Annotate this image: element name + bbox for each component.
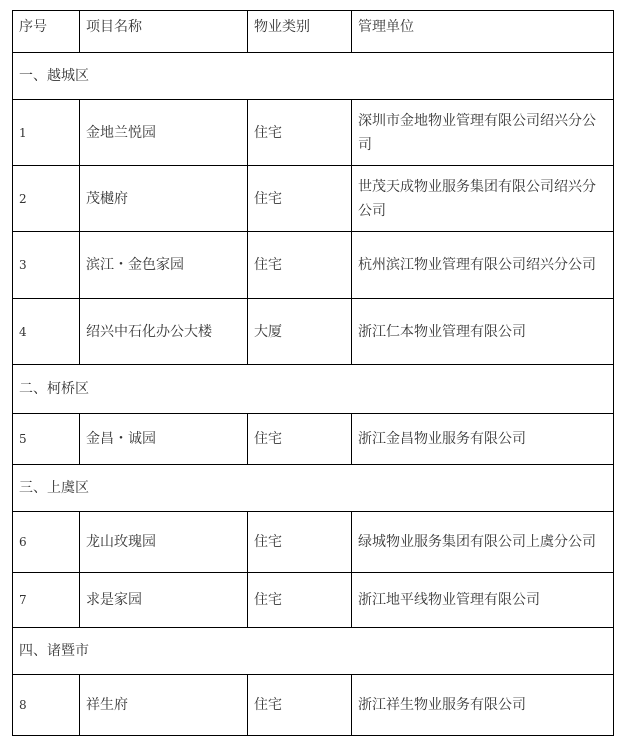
row-name: 求是家园 bbox=[80, 573, 248, 628]
row-unit: 杭州滨江物业管理有限公司绍兴分公司 bbox=[352, 232, 614, 299]
table-row bbox=[13, 512, 614, 573]
table-row bbox=[13, 166, 614, 232]
group-row bbox=[13, 53, 614, 100]
group-row bbox=[13, 465, 614, 512]
row-no: 2 bbox=[13, 166, 80, 232]
row-type: 住宅 bbox=[248, 414, 352, 465]
property-table bbox=[12, 10, 614, 736]
row-type: 住宅 bbox=[248, 512, 352, 573]
row-no: 5 bbox=[13, 414, 80, 465]
group-title: 四、诸暨市 bbox=[13, 628, 614, 675]
row-unit: 浙江祥生物业服务有限公司 bbox=[352, 675, 614, 736]
header-type: 物业类别 bbox=[248, 11, 352, 53]
row-no: 8 bbox=[13, 675, 80, 736]
row-name: 祥生府 bbox=[80, 675, 248, 736]
row-name: 绍兴中石化办公大楼 bbox=[80, 299, 248, 365]
row-no: 7 bbox=[13, 573, 80, 628]
row-name: 金昌・诚园 bbox=[80, 414, 248, 465]
header-row bbox=[13, 11, 614, 53]
header-unit: 管理单位 bbox=[352, 11, 614, 53]
table-row bbox=[13, 299, 614, 365]
table-row bbox=[13, 414, 614, 465]
row-unit: 浙江金昌物业服务有限公司 bbox=[352, 414, 614, 465]
group-title: 二、柯桥区 bbox=[13, 365, 614, 414]
row-unit: 浙江地平线物业管理有限公司 bbox=[352, 573, 614, 628]
group-title: 三、上虞区 bbox=[13, 465, 614, 512]
row-no: 3 bbox=[13, 232, 80, 299]
row-type: 住宅 bbox=[248, 232, 352, 299]
group-row bbox=[13, 628, 614, 675]
row-unit: 绿城物业服务集团有限公司上虞分公司 bbox=[352, 512, 614, 573]
row-unit: 深圳市金地物业管理有限公司绍兴分公司 bbox=[352, 100, 614, 166]
row-type: 大厦 bbox=[248, 299, 352, 365]
row-name: 龙山玫瑰园 bbox=[80, 512, 248, 573]
group-row bbox=[13, 365, 614, 414]
property-table-wrapper bbox=[12, 10, 614, 736]
table-row bbox=[13, 100, 614, 166]
row-no: 1 bbox=[13, 100, 80, 166]
row-name: 滨江・金色家园 bbox=[80, 232, 248, 299]
row-unit: 浙江仁本物业管理有限公司 bbox=[352, 299, 614, 365]
table-row bbox=[13, 573, 614, 628]
row-name: 金地兰悦园 bbox=[80, 100, 248, 166]
row-no: 4 bbox=[13, 299, 80, 365]
header-no: 序号 bbox=[13, 11, 80, 53]
row-type: 住宅 bbox=[248, 100, 352, 166]
group-title: 一、越城区 bbox=[13, 53, 614, 100]
row-unit: 世茂天成物业服务集团有限公司绍兴分公司 bbox=[352, 166, 614, 232]
row-type: 住宅 bbox=[248, 573, 352, 628]
row-type: 住宅 bbox=[248, 675, 352, 736]
row-name: 茂樾府 bbox=[80, 166, 248, 232]
header-name: 项目名称 bbox=[80, 11, 248, 53]
table-row bbox=[13, 675, 614, 736]
row-no: 6 bbox=[13, 512, 80, 573]
row-type: 住宅 bbox=[248, 166, 352, 232]
table-row bbox=[13, 232, 614, 299]
